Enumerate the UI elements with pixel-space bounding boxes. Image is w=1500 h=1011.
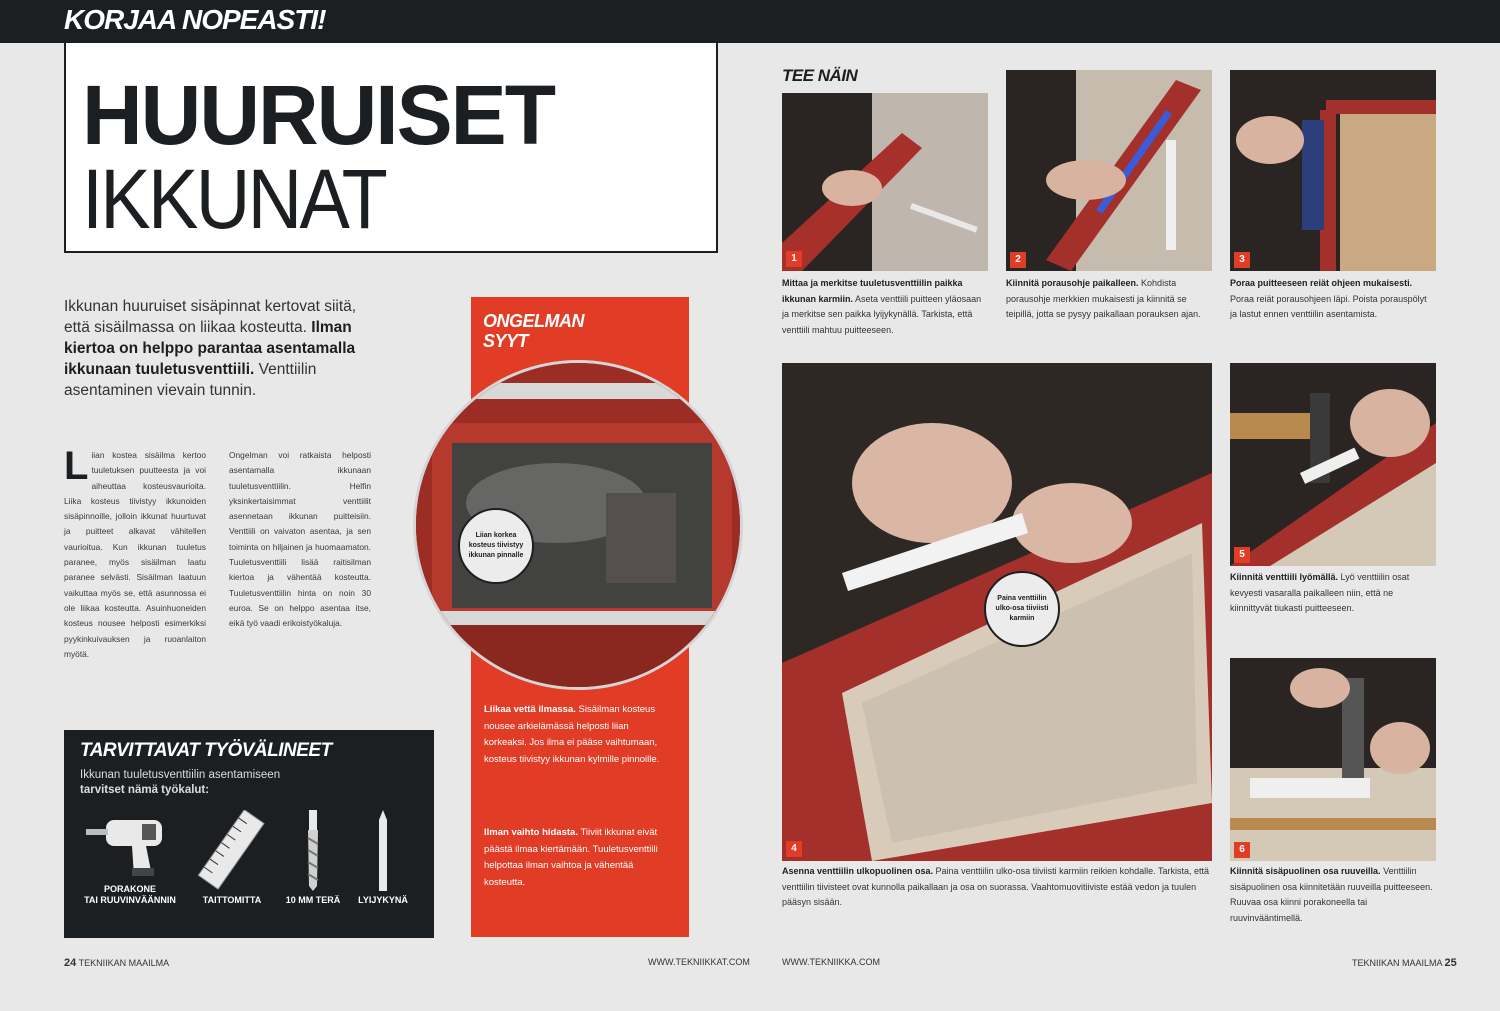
sidebar-para1-bold: Liikaa vettä ilmassa.	[484, 704, 576, 715]
step-2-number: 2	[1010, 252, 1026, 268]
step-1-caption-bold: Mittaa ja merkitse tuuletusventtiilin paikka ikkunan karmiin.	[782, 278, 963, 304]
tools-intro-bold: tarvitset nämä työkalut:	[80, 784, 210, 796]
page-number-right: 25	[1444, 957, 1457, 969]
tools-heading: TARVITTAVAT TYÖVÄLINEET	[80, 740, 332, 761]
body-column-2	[229, 448, 371, 632]
tool-pencil	[348, 810, 418, 906]
step-3-caption	[1230, 276, 1436, 323]
step-4-photo	[782, 363, 1212, 861]
step-5-number: 5	[1234, 547, 1250, 563]
url-right: WWW.TEKNIIKKA.COM	[782, 957, 880, 967]
step-1-number: 1	[786, 251, 802, 267]
condensation-badge: Liian korkea kosteus tiivistyy ikkunan pinnalle	[458, 508, 534, 584]
sidebar-para2-bold: Ilman vaihto hidasta.	[484, 827, 578, 838]
section-kicker: KORJAA NOPEASTI!	[64, 4, 326, 35]
step-4-caption	[782, 864, 1212, 911]
step-4-number: 4	[786, 841, 802, 857]
tool-label-3b: 10 MM TERÄ	[285, 895, 341, 905]
magazine-name-left: TEKNIIKAN MAAILMA	[78, 958, 170, 968]
step-2-caption-bold: Kiinnitä porausohje paikalleen.	[1006, 278, 1139, 288]
step-1-illustration	[782, 93, 988, 271]
lead-text-1: Ikkunan huuruiset sisäpinnat kertovat siitä, että sisäilmassa on liikaa kosteutta.	[64, 298, 357, 336]
step-1-caption-text: Aseta venttiili puitteen yläosaan ja merkitse sen paikka lyijykynällä. Tarkista, että venttiili mahtuu puitteeseen.	[782, 293, 982, 335]
step-3-number: 3	[1234, 252, 1250, 268]
headline-line-2: IKKUNAT	[82, 152, 386, 246]
step-1-photo	[782, 93, 988, 271]
step-2-photo	[1006, 70, 1212, 271]
step-6-caption-bold: Kiinnitä sisäpuolinen osa ruuveilla.	[1230, 866, 1381, 876]
step-5-caption-bold: Kiinnitä venttiili lyömällä.	[1230, 572, 1339, 582]
lead-text-2: Venttiilin asentaminen vievain tunnin.	[64, 361, 317, 399]
window-closeup-photo	[413, 360, 743, 690]
drop-cap: L	[64, 444, 89, 488]
tool-label-4b: LYIJYKYNÄ	[358, 895, 408, 905]
sidebar-paragraph-2	[484, 825, 674, 891]
step-5-caption	[1230, 570, 1436, 617]
page-number-left: 24	[64, 957, 77, 969]
drill-bit-icon	[298, 810, 328, 891]
step-5-photo	[1230, 363, 1436, 566]
step-5-illustration	[1230, 363, 1436, 566]
sidebar-paragraph-1	[484, 702, 674, 768]
tool-template	[192, 810, 272, 906]
drill-icon	[82, 810, 178, 880]
pencil-icon	[373, 810, 393, 891]
tools-intro-text: Ikkunan tuuletusventtiilin asentamiseen	[80, 769, 281, 781]
step-3-caption-text: Poraa reiät porausohjeen läpi. Poista porauspölyt ja lastut ennen venttiilin asentamista.	[1230, 293, 1427, 319]
step-2-illustration	[1006, 70, 1212, 271]
step-6-number: 6	[1234, 842, 1250, 858]
step-3-caption-bold: Poraa puitteeseen reiät ohjeen mukaisesti.	[1230, 278, 1413, 288]
step-6-caption	[1230, 864, 1436, 926]
title-box	[64, 43, 718, 253]
top-bar	[0, 0, 1500, 43]
step-3-illustration	[1230, 70, 1436, 271]
step-2-caption-text: Kohdista porausohje merkkien mukaisesti ja kiinnitä se teipillä, jotta se pysyy paikallaan porauksen ajan.	[1006, 278, 1201, 319]
sidebar-para1-text: Sisäilman kosteus nousee arkielämässä helposti liian korkeaksi. Jos ilma ei pääse vaihtumaan, kosteus tiivistyy ikkunan kylmille pinnoille.	[484, 704, 660, 765]
body-text-2: Ongelman voi ratkaista helposti asentamalla ikkunaan tuuletusventtiilin. Helfin yksinkertaisimmat venttiilit asennetaan ikkunan puitteisiin. Venttiili on vaivaton asentaa, ja sen toiminta on hiljainen ja huomaamaton. Tuuletusventtiili lisää raitisilman kiertoa ja vähentää kosteutta. Tuuletusventtiilin hinta on noin 30 euroa. Se on helppo asentaa itse, eikä työ vaadi erikoistyökaluja.	[229, 450, 371, 629]
step-6-illustration	[1230, 658, 1436, 861]
step-6-caption-text: Venttiilin sisäpuolinen osa kiinnitetään ruuveilla puitteeseen. Ruuvaa osa kiinni porakoneella tai ruuvinvääntimellä.	[1230, 866, 1433, 923]
sidebar-para2-text: Tiiviit ikkunat eivät päästä ilmaa kiertämään. Tuuletusventtiili helpottaa ilman vaihtoa ja vähentää kosteutta.	[484, 827, 658, 888]
step-6-photo	[1230, 658, 1436, 861]
body-text-1: iian kostea sisäilma kertoo tuuletuksen puutteesta ja voi aiheuttaa kosteusvaurioita. Liika kosteus tiivistyy ikkunoiden sisäpinnoille, jolloin ikkunat huurtuvat ja puitteet alkavat vähitellen vaurioitua. Kun ikkunan tuuletus paranee, myös sisäilman laatu paranee selvästi. Sisäilman laatuun vaikuttaa myös se, että asunnossa ei ole liikaa kosteutta. Asuinhuoneiden kosteus nousee helposti esimerkiksi pyykinkuivauksen ja ruoanlaiton myötä.	[64, 450, 206, 659]
tool-label-1b: TAI RUUVINVÄÄNNIN	[84, 895, 176, 905]
step-4-caption-bold: Asenna venttiilin ulkopuolinen osa.	[782, 866, 934, 876]
sidebar-heading	[483, 311, 584, 351]
steps-heading: TEE NÄIN	[782, 66, 858, 85]
headline-line-1: HUURUISET	[82, 68, 555, 162]
sidebar-heading-line-2: SYYT	[483, 331, 529, 351]
tools-box	[64, 730, 434, 938]
step-3-photo	[1230, 70, 1436, 271]
step-1-caption	[782, 276, 988, 338]
step-4-badge: Paina venttiilin ulko-osa tiiviisti karmiin	[984, 571, 1060, 647]
template-icon	[197, 810, 267, 891]
lead-paragraph	[64, 296, 384, 401]
body-column-1	[64, 444, 206, 662]
folio-left	[64, 957, 169, 969]
step-5-caption-text: Lyö venttiilin osat kevyesti vasaralla paikalleen niin, että ne kiinnittyvät tiukasti puitteeseen.	[1230, 572, 1410, 613]
tool-label-1a: PORAKONE	[103, 884, 156, 894]
step-2-caption	[1006, 276, 1212, 323]
tool-drill	[80, 810, 180, 906]
step-4-caption-text: Paina venttiilin ulko-osa tiiviisti karmiin reikien kohdalle. Tarkista, että venttiilin tiivisteet ovat kunnolla paikallaan ja osa on suorassa. Vaahtomuovitiiviste estää vedon ja tuulen pääsyn sisään.	[782, 866, 1210, 907]
tool-label-2b: TAITTOMITTA	[202, 895, 262, 905]
tools-intro	[80, 768, 340, 798]
magazine-name-right: TEKNIIKAN MAAILMA	[1352, 958, 1443, 968]
lead-text-bold: Ilman kiertoa on helppo parantaa asentamalla ikkunaan tuuletusventtiili.	[64, 319, 356, 378]
folio-right	[1352, 957, 1457, 969]
url-left: WWW.TEKNIIKKAT.COM	[648, 957, 750, 967]
sidebar-heading-line-1: ONGELMAN	[483, 311, 584, 331]
tool-drill-bit	[278, 810, 348, 906]
